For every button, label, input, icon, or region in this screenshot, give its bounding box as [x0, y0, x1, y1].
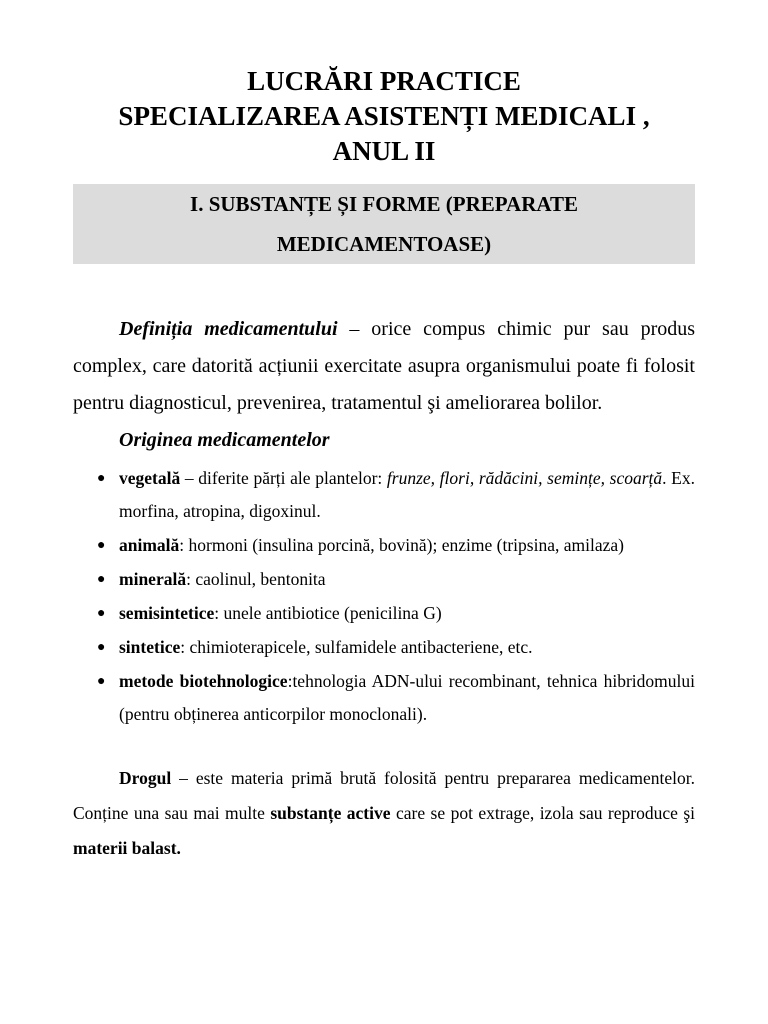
- list-item: [97, 563, 695, 596]
- drog-term: Drogul: [119, 768, 172, 788]
- page-title: [73, 64, 695, 169]
- item-text: : caolinul, bentonita: [186, 569, 326, 589]
- list-item: [97, 597, 695, 630]
- item-term: vegetală: [119, 468, 181, 488]
- bullet-icon: ●: [97, 471, 106, 486]
- section-heading: [73, 184, 695, 264]
- bullet-icon: ●: [97, 640, 106, 655]
- title-line-3: ANUL II: [332, 136, 436, 166]
- item-term: semisintetice: [119, 603, 215, 623]
- item-term: animală: [119, 535, 180, 555]
- drog-bold-2: materii balast.: [73, 838, 181, 858]
- section-heading-line-2: MEDICAMENTOASE): [276, 232, 492, 256]
- item-text: : unele antibiotice (penicilina G): [214, 603, 442, 623]
- definition-text: – orice compus chimic pur sau produs complex, care datorită acțiunii exercitate asupra organismului poate fi folosit pentru diagnosticul, prevenirea, tratamentul şi ameliorarea bolilor.: [73, 318, 696, 414]
- item-term: minerală: [119, 569, 187, 589]
- bullet-icon: ●: [97, 606, 106, 621]
- bullet-icon: ●: [97, 674, 106, 689]
- title-line-1: LUCRĂRI PRACTICE: [247, 66, 521, 96]
- origin-heading: Originea medicamentelor: [119, 429, 330, 451]
- drog-text-1: – este materia primă brută folosită pentru prepararea medicamentelor. Conține una sau mai multe: [73, 768, 695, 823]
- section-heading-line-1: I. SUBSTANȚE ȘI FORME (PREPARATE: [190, 192, 578, 216]
- item-text: :tehnologia ADN-ului recombinant, tehnica hibridomului (pentru obținerea anticorpilor monoclonali).: [119, 671, 695, 724]
- item-text: : hormoni (insulina porcină, bovină); enzime (tripsina, amilaza): [179, 535, 624, 555]
- origin-list: [73, 462, 695, 731]
- bullet-icon: ●: [97, 538, 106, 553]
- item-text-end: . Ex. morfina, atropina, digoxinul.: [119, 468, 695, 521]
- drog-text-2: care se pot extrage, izola sau reproduce şi: [390, 803, 695, 823]
- title-line-2: SPECIALIZAREA ASISTENȚI MEDICALI ,: [118, 101, 650, 131]
- drog-bold-1: substanțe active: [270, 803, 391, 823]
- list-item: [97, 529, 695, 562]
- list-item: [97, 665, 695, 731]
- list-item: [97, 631, 695, 664]
- item-term: metode biotehnologice: [119, 671, 288, 691]
- item-text: – diferite părți ale plantelor:: [180, 468, 387, 488]
- item-term: sintetice: [119, 637, 181, 657]
- list-item: [97, 462, 695, 528]
- bullet-icon: ●: [97, 572, 106, 587]
- item-text: : chimioterapicele, sulfamidele antibacteriene, etc.: [180, 637, 533, 657]
- item-italic: frunze, flori, rădăcini, semințe, scoarță: [386, 468, 663, 488]
- definition-term: Definiția medicamentului: [119, 318, 338, 340]
- document-page: [73, 64, 695, 866]
- definition-paragraph: [73, 311, 695, 422]
- drog-paragraph: [73, 761, 695, 866]
